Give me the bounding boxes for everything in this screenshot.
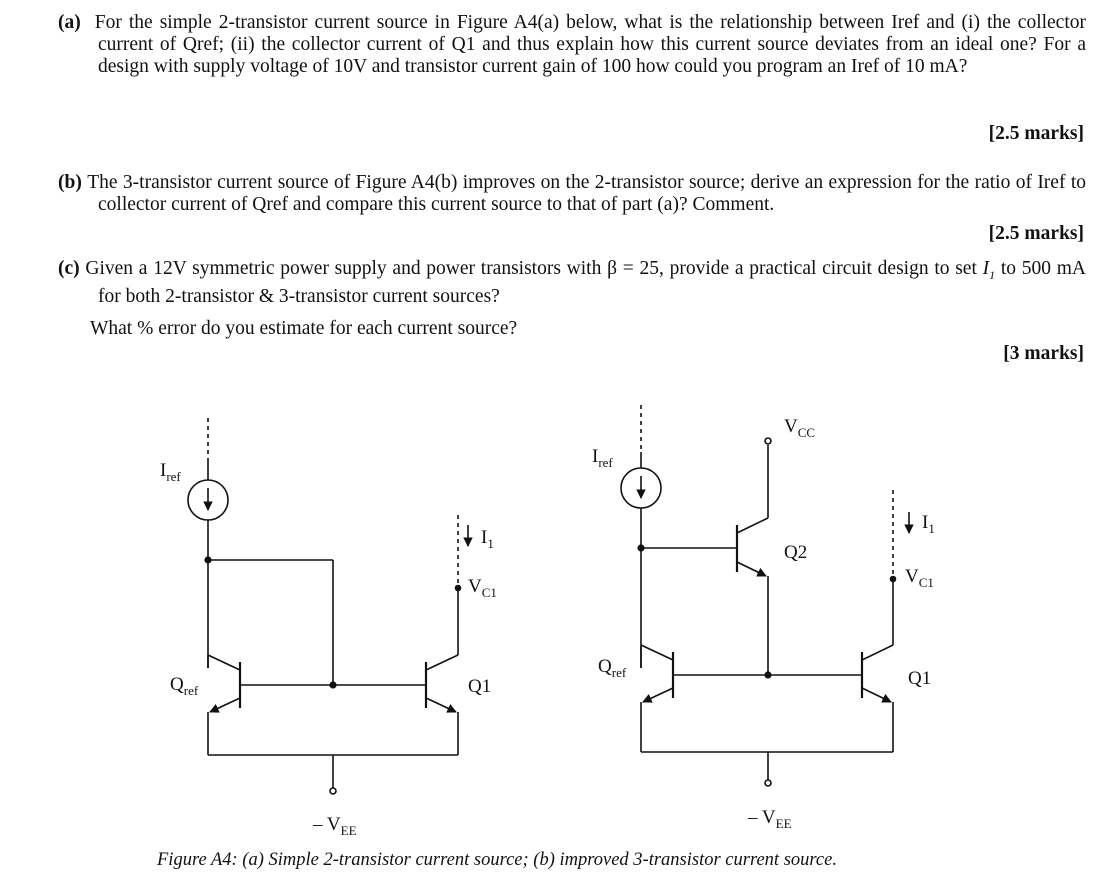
question-c-var: I: [982, 258, 990, 279]
fig-b-i1-label: $I_1$: [922, 512, 935, 536]
fig-b-iref-label: $I_{ref}$: [592, 446, 613, 470]
question-b-label: (b): [58, 172, 82, 193]
fig-b-q2-transistor: [737, 445, 768, 675]
fig-b-vee-label: – $V_{EE}$: [748, 807, 792, 831]
fig-a-qref-label: $Q_{ref}$: [170, 674, 199, 698]
fig-b-q2-label: Q2: [784, 542, 808, 563]
fig-b-q1-transistor: [862, 578, 893, 702]
question-b-text: The 3-transistor current source of Figure A4(b) improves on the 2-transistor source; derive an expression for the ratio of Iref to collector current of Qref and compare this current source to that of part (a)? Comment.: [87, 172, 1086, 215]
question-c-var-sub: 1: [989, 267, 996, 282]
question-c-label: (c): [58, 258, 80, 279]
fig-b-vcc-label: $V_{CC}$: [784, 416, 816, 440]
fig-b-vcc-terminal: [765, 438, 771, 444]
question-c-text-pre: Given a 12V symmetric power supply and power transistors with β = 25, provide a practical circuit design to set: [85, 258, 983, 279]
fig-b-vee-terminal: [765, 780, 771, 786]
fig-b-q1-label: Q1: [908, 668, 932, 689]
question-c-marks: [3 marks]: [1003, 343, 1084, 364]
fig-b-qref-label: $Q_{ref}$: [598, 656, 627, 680]
question-c-text-post: to 500 mA for both 2-transistor & 3-transistor current sources?: [98, 258, 1087, 307]
question-c-followup: What % error do you estimate for each current source?: [90, 318, 518, 339]
question-a-label: (a): [58, 12, 81, 33]
question-a-marks: [2.5 marks]: [988, 123, 1084, 144]
fig-a-iref-label: $I_{ref}$: [160, 460, 181, 484]
fig-a-i1-label: $I_1$: [481, 527, 494, 551]
fig-a-vee-terminal: [330, 788, 336, 794]
figure-caption: Figure A4: (a) Simple 2-transistor current source; (b) improved 3-transistor current source.: [157, 850, 837, 870]
fig-b-vc1-label: $V_{C1}$: [905, 566, 934, 590]
fig-a-vee-label: – $V_{EE}$: [313, 814, 357, 838]
figure-b: [621, 405, 909, 786]
figure-a: [188, 418, 468, 794]
question-a-text: For the simple 2-transistor current source in Figure A4(a) below, what is the relationship between Iref and (i) the collector current of Qref; (ii) the collector current of Q1 and thus explain how this current source deviates from an ideal one? For a design with supply voltage of 10V and transistor current gain of 100 how could you program an Iref of 10 mA?: [94, 12, 1087, 77]
fig-a-vc1-label: $V_{C1}$: [468, 576, 497, 600]
fig-b-qref-transistor: [641, 645, 862, 702]
fig-a-q1-transistor: [333, 585, 458, 712]
question-b-marks: [2.5 marks]: [988, 223, 1084, 244]
fig-a-qref-transistor: [208, 655, 333, 712]
fig-a-q1-label: Q1: [468, 676, 492, 697]
